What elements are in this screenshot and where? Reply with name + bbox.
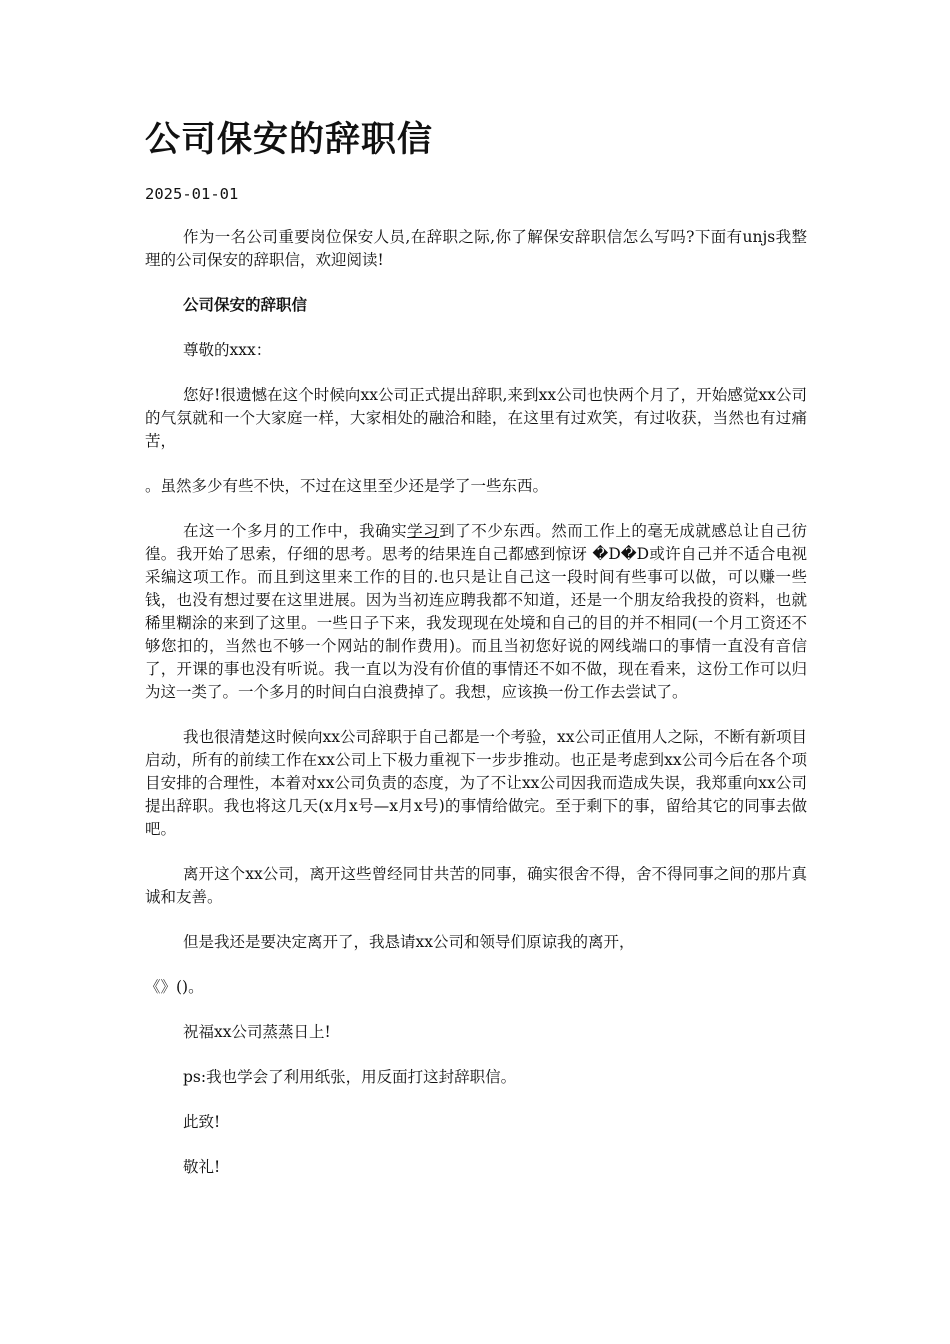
paragraph-3-text-before: 在这一个多月的工作中，我确实 xyxy=(183,522,408,540)
paragraph-2: 。虽然多少有些不快，不过在这里至少还是学了一些东西。 xyxy=(145,477,549,495)
paragraph-5: 离开这个xx公司，离开这些曾经同甘共苦的同事，确实很舍不得，舍不得同事之间的那片真诚和友善。 xyxy=(145,865,807,906)
closing-salute: 敬礼! xyxy=(183,1158,221,1176)
paragraph-6: 但是我还是要决定离开了，我恳请xx公司和领导们原谅我的离开， xyxy=(183,933,635,951)
closing-wish: 祝福xx公司蒸蒸日上! xyxy=(183,1023,331,1041)
paragraph-3 xyxy=(145,520,807,704)
study-link[interactable]: 学习 xyxy=(407,522,440,540)
paragraph-4: 我也很清楚这时候向xx公司辞职于自己都是一个考验，xx公司正值用人之际，不断有新项目启动，所有的前续工作在xx公司上下极力重视下一步步推动。也正是考虑到xx公司今后在各个项目安排的合理性，本着对xx公司负责的态度，为了不让xx公司因我而造成失误，我郑重向xx公司提出辞职。我也将这几天(x月x号—x月x号)的事情给做完。至于剩下的事，留给其它的同事去做吧。 xyxy=(145,728,807,838)
postscript: ps:我也学会了利用纸张，用反面打这封辞职信。 xyxy=(183,1068,517,1086)
salutation: 尊敬的xxx： xyxy=(183,341,272,359)
document-body xyxy=(145,226,807,1201)
paragraph-1: 您好!很遗憾在这个时候向xx公司正式提出辞职,来到xx公司也快两个月了，开始感觉xx公司的气氛就和一个大家庭一样，大家相处的融洽和睦，在这里有过欢笑，有过收获，当然也有过痛苦， xyxy=(145,386,807,450)
document-title: 公司保安的辞职信 xyxy=(145,120,434,160)
paragraph-3-text-after: 到了不少东西。然而工作上的毫无成就感总让自己彷徨。我开始了思索，仔细的思考。思考的结果连自己都感到惊讶 �D�D或许自己并不适合电视采编这项工作。而且到这里来工作的目的.也只是让自己这一段时间有些事可以做，可以赚一些钱，也没有想过要在这里进展。因为当初连应聘我都不知道，还是一个朋友给我投的资料，也就稀里糊涂的来到了这里。一些日子下来，我发现现在处境和自己的目的并不相同(一个月工资还不够您扣的，当然也不够一个网站的制作费用)。而且当初您好说的网线端口的事情一直没有音信了，开课的事也没有听说。我一直以为没有价值的事情还不如不做，现在看来，这份工作可以归为这一类了。一个多月的时间白白浪费掉了。我想，应该换一份工作去尝试了。 xyxy=(145,522,807,701)
closing-formula: 此致! xyxy=(183,1113,221,1131)
paragraph-7: 《》()。 xyxy=(145,978,204,996)
intro-paragraph: 作为一名公司重要岗位保安人员,在辞职之际,你了解保安辞职信怎么写吗?下面有unjs我整理的公司保安的辞职信，欢迎阅读! xyxy=(145,228,807,269)
publish-date: 2025-01-01 xyxy=(145,185,239,203)
section-heading: 公司保安的辞职信 xyxy=(183,296,308,314)
